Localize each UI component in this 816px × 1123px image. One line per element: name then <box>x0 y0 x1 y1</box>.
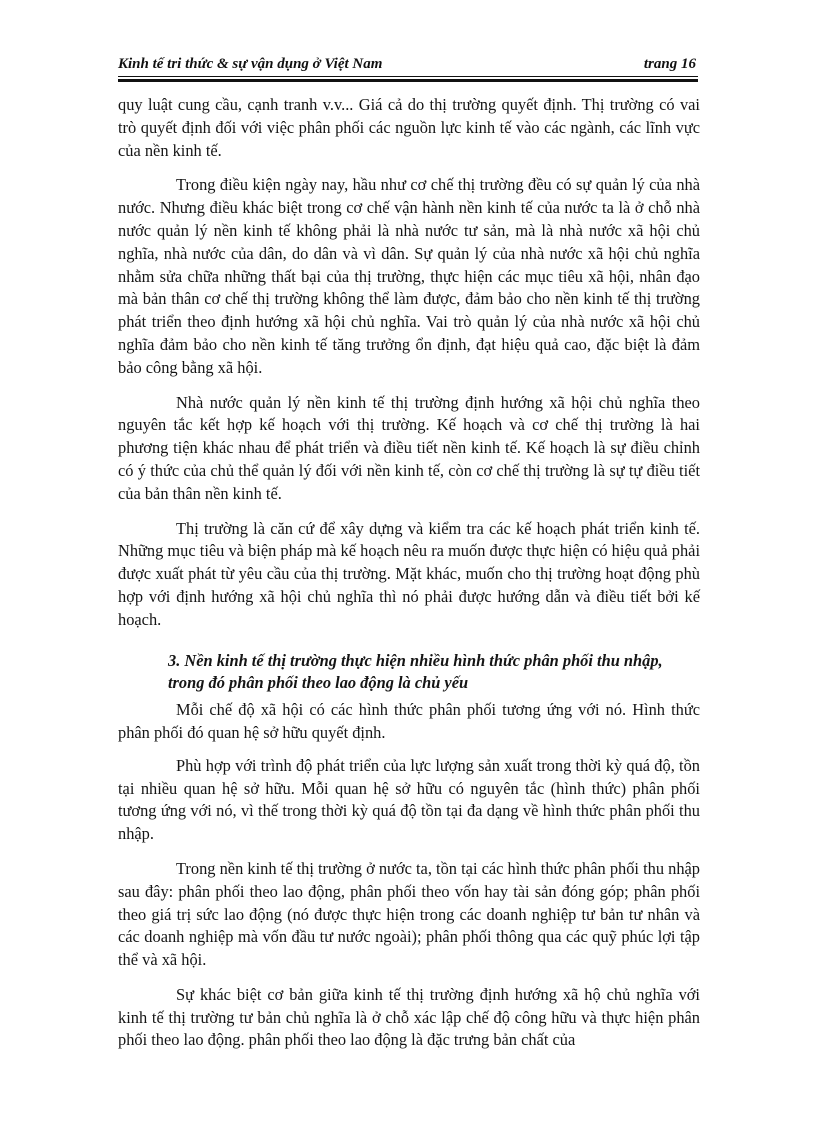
header-rule-thin <box>118 76 698 77</box>
paragraph-4: Thị trường là căn cứ để xây dựng và kiểm tra các kế hoạch phát triển kinh tế. Những mục tiêu và biện pháp mà kế hoạch nêu ra muốn được thực hiện có hiệu quả phải được xuất phát từ yêu cầu của thị trường. Mặt khác, muốn cho thị trường hoạt động phù hợp với định hướng xã hội chủ nghĩa thì nó phải được hướng dẫn và điều tiết bởi kế hoạch. <box>118 518 700 629</box>
section-heading: 3. Nền kinh tế thị trường thực hiện nhiều hình thức phân phối thu nhập, trong đó phân phối theo lao động là chủ yếu <box>168 650 663 693</box>
page-header <box>118 54 698 78</box>
paragraph-6: Phù hợp với trình độ phát triển của lực lượng sản xuất trong thời kỳ quá độ, tồn tại nhiều quan hệ sở hữu. Mỗi quan hệ sở hữu có nguyên tắc (hình thức) phân phối tương ứng với nó, vì thế trong thời kỳ quá độ tồn tại đa dạng về hình thức phân phối thu nhập. <box>118 755 700 844</box>
body-text <box>118 94 700 1064</box>
header-title: Kinh tế tri thức & sự vận dụng ở Việt Nam <box>118 56 383 72</box>
page-number: trang 16 <box>643 56 696 72</box>
paragraph-1: quy luật cung cầu, cạnh tranh v.v... Giá cả do thị trường quyết định. Thị trường có vai trò quyết định đối với việc phân phối các nguồn lực kinh tế vào các ngành, các lĩnh vực của nền kinh tế. <box>118 95 700 160</box>
paragraph-3: Nhà nước quản lý nền kinh tế thị trường định hướng xã hội chủ nghĩa theo nguyên tắc kết hợp kế hoạch với thị trường. Kế hoạch và cơ chế thị trường là hai phương tiện khác nhau để phát triển và điều tiết nền kinh tế. Kế hoạch là sự điều chỉnh có ý thức của chủ thể quản lý đối với nền kinh tế, còn cơ chế thị trường là sự tự điều tiết của bản thân nền kinh tế. <box>118 392 700 503</box>
paragraph-7: Trong nền kinh tế thị trường ở nước ta, tồn tại các hình thức phân phối thu nhập sau đây: phân phối theo lao động, phân phối theo vốn hay tài sản đóng góp; phân phối theo giá trị sức lao động (nó được thực hiện trong các doanh nghiệp tư bản tư nhân và các doanh nghiệp mà vốn đầu tư nước ngoài); phân phối thông qua các quỹ phúc lợi tập thể và xã hội. <box>118 858 700 970</box>
header-rule-thick <box>118 79 698 82</box>
paragraph-5: Mỗi chế độ xã hội có các hình thức phân phối tương ứng với nó. Hình thức phân phối đó quan hệ sở hữu quyết định. <box>118 700 700 742</box>
paragraph-8: Sự khác biệt cơ bản giữa kinh tế thị trường định hướng xã hộ chủ nghĩa với kinh tế thị trường tư bản chủ nghĩa là ở chỗ xác lập chế độ công hữu và thực hiện phân phối theo lao động. phân phối theo lao động là đặc trưng bản chất của <box>118 984 700 1050</box>
paragraph-2: Trong điều kiện ngày nay, hầu như cơ chế thị trường đều có sự quản lý của nhà nước. Nhưng điều khác biệt trong cơ chế vận hành nền kinh tế của nước ta là ở chỗ nhà nước quản lý nền kinh tế không phải là nhà nước tư sản, mà là nhà nước xã hội chủ nghĩa, nhà nước của dân, do dân và vì dân. Sự quản lý của nhà nước xã hội chủ nghĩa nhằm sửa chữa những thất bại của thị trường, thực hiện các mục tiêu xã hội, nhân đạo mà bản thân cơ chế thị trường không thể làm được, đảm bảo cho nền kinh tế thị trường phát triển theo định hướng xã hội chủ nghĩa. Vai trò quản lý của nhà nước xã hội chủ nghĩa đảm bảo cho nền kinh tế tăng trưởng ổn định, đạt hiệu quả cao, đặc biệt là đảm bảo công bằng xã hội. <box>118 175 700 377</box>
